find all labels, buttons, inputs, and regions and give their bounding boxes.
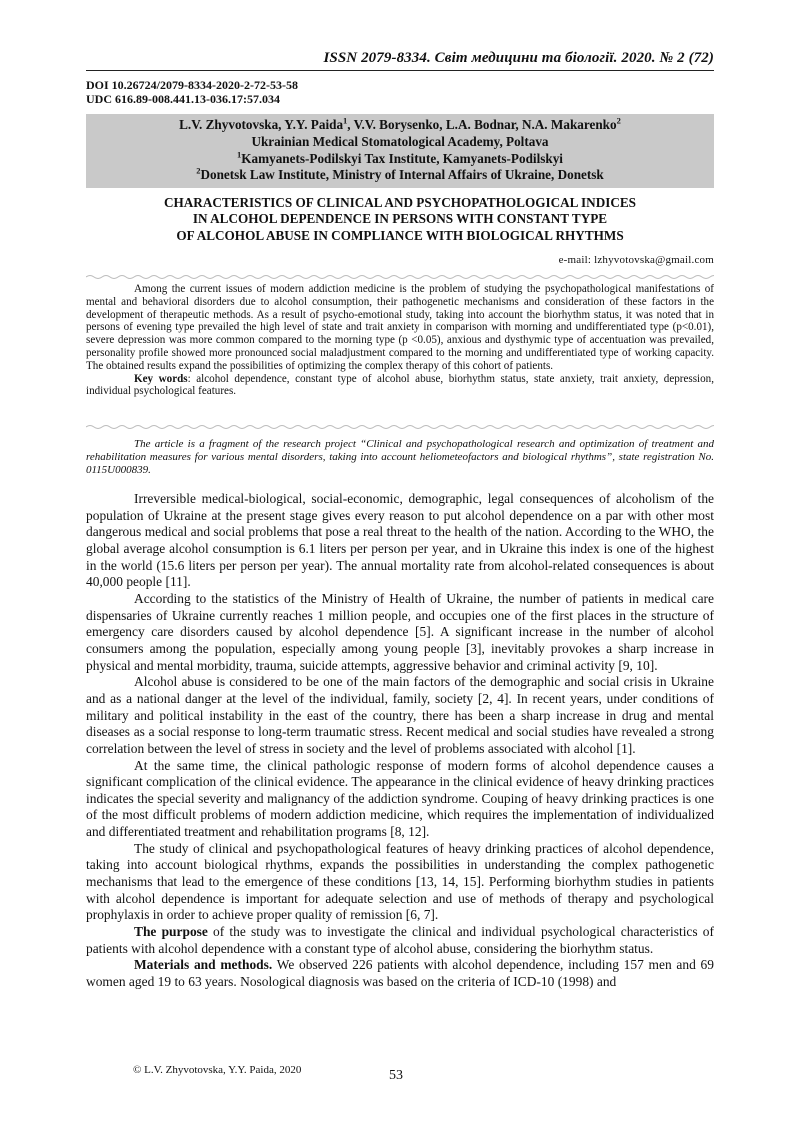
abstract xyxy=(86,283,714,398)
copyright: © L.V. Zhyvotovska, Y.Y. Paida, 2020 xyxy=(133,1064,302,1076)
affiliation-1: $^1$Kamyanets-Podilskyi Tax Institute, Kamyanets-Podilskyi xyxy=(237,149,563,166)
header-rule xyxy=(86,70,714,71)
doi: DOI 10.26724/2079-8334-2020-2-72-53-58 xyxy=(86,78,298,92)
paragraph: Irreversible medical-biological, social-economic, demographic, legal consequences of alcoholism of the population of Ukraine at the present stage gives every reason to put alcohol dependence on a par with other most dangerous medical and social problems that pose a real threat to the health of the nation. According to the WHO, the global average alcohol consumption is 6.1 liters per person per year, and in Ukraine this index is one of the highest in the world (15.6 liters per person per year). The annual mortality rate from alcohol-related consequences is about 40,000 people [11]. xyxy=(86,491,714,590)
affiliation-main: Ukrainian Medical Stomatological Academy, Poltava xyxy=(251,133,549,149)
article-title: CHARACTERISTICS OF CLINICAL AND PSYCHOPATHOLOGICAL INDICES IN ALCOHOL DEPENDENCE IN PERSONS WITH CONSTANT TYPE OF ALCOHOL ABUSE IN COMPLIANCE WITH BIOLOGICAL RHYTHMS xyxy=(163,195,637,243)
affiliation-2: $^2$Donetsk Law Institute, Ministry of Internal Affairs of Ukraine, Donetsk xyxy=(196,166,604,183)
abstract-text: Among the current issues of modern addiction medicine is the problem of studying the psychopathological manifestations of mental and behavioral disorders due to alcohol consumption, their pathogenetic mechanisms and consideration of these factors in the development of therapeutic methods. As a result of psycho-emotional study, taking into account the biorhythm status, it was noted that in persons of evening type prevailed the high level of state and trait anxiety in comparison with morning and undifferentiated type (p<0.01), severe depression was more common compared to the morning type (p <0.05), anxious and dysthymic type of accentuation was prevailed, personality profile showed more pronounced social maladjustment compared to the morning and undifferentiated type of working capacity. The obtained results expand the possibilities of optimizing the complex therapy of this cohort of patients. xyxy=(86,283,714,372)
paragraph: According to the statistics of the Ministry of Health of Ukraine, the number of patients in medical care dispensaries of Ukraine currently reaches 1 million people, and occupies one of the first places in the structure of emergency care disorders caused by alcohol dependence [5]. A significant increase in the number of alcohol consumers among the population, especially among young people [3], inevitably provokes a sharp increase in physical and mental morbidity, trauma, suicide attempts, aggressive behavior and criminal activity [9, 10]. xyxy=(86,590,714,673)
paragraph: Alcohol abuse is considered to be one of the main factors of the demographic and social crisis in Ukraine and as a national danger at the level of the individual, family, society [2, 4]. In recent years, under conditions of military and political instability in the east of the country, there has been a sharp increase in drug and mental diseases as a social response to long-term traumatic stress. Recent medical and social studies have revealed a strong correlation between the level of stress in society and the level of problems associated with alcohol [1]. xyxy=(86,674,714,756)
authors: L.V. Zhyvotovska, Y.Y. Paida$^1$, V.V. Borysenko, L.A. Bodnar, N.A. Makarenko$^2$ xyxy=(179,115,621,132)
journal-header: ISSN 2079-8334. Світ медицини та біології. 2020. № 2 (72) xyxy=(323,50,714,66)
author-email: e-mail: lzhyvotovska@gmail.com xyxy=(558,254,714,266)
udc: UDC 616.89-008.441.13-036.17:57.034 xyxy=(86,92,280,106)
paragraph: At the same time, the clinical pathologic response of modern forms of alcohol dependence causes a significant complication of the clinical evidence. The appearance in the clinical evidence of heavy drinking practices indicates the special severity and malignancy of the addiction syndrome. Couping of heavy drinking practices is one of the most difficult problems of modern addiction medicine, which requires the implementation of individualized and differentiated treatment and rehabilitation programs [8, 12]. xyxy=(86,757,714,840)
keywords: Key words: alcohol dependence, constant type of alcohol abuse, biorhythm status, state anxiety, trait anxiety, depression, individual psychological features. xyxy=(86,372,715,398)
project-note: The article is a fragment of the research project “Clinical and psychopathological research and optimization of treatment and rehabilitation measures for various mental disorders, taking into account heliometeofactors and biological rhythms”, state registration No. 0115U000839. xyxy=(86,438,714,476)
abstract-divider-bottom xyxy=(86,424,714,430)
paragraph: The study of clinical and psychopathological features of heavy drinking practices of alcohol dependence, taking into account biological rhythms, expands the possibilities in understanding the complex pathogenetic mechanisms that lead to the emergence of these conditions [13, 14, 15]. Performing biorhythm studies in patients with alcohol dependence is important for adequate selection and use of methods of therapy and psychological prophylaxis in order to achieve proper quality of remission [6, 7]. xyxy=(86,840,714,923)
article-identifiers xyxy=(86,78,298,106)
paragraph-methods: Materials and methods. We observed 226 patients with alcohol dependence, including 157 men and 69 women aged 19 to 63 years. Nosological diagnosis was based on the criteria of ICD-10 (1998) and xyxy=(86,957,714,990)
page-number: 53 xyxy=(389,1068,403,1083)
authors-affiliations xyxy=(86,114,714,188)
abstract-divider-top xyxy=(86,274,714,280)
article-body xyxy=(86,491,714,991)
paragraph-purpose: The purpose of the study was to investigate the clinical and individual psychological characteristics of patients with alcohol dependence with a constant type of alcohol abuse, considering the biorhythm status. xyxy=(86,924,714,956)
